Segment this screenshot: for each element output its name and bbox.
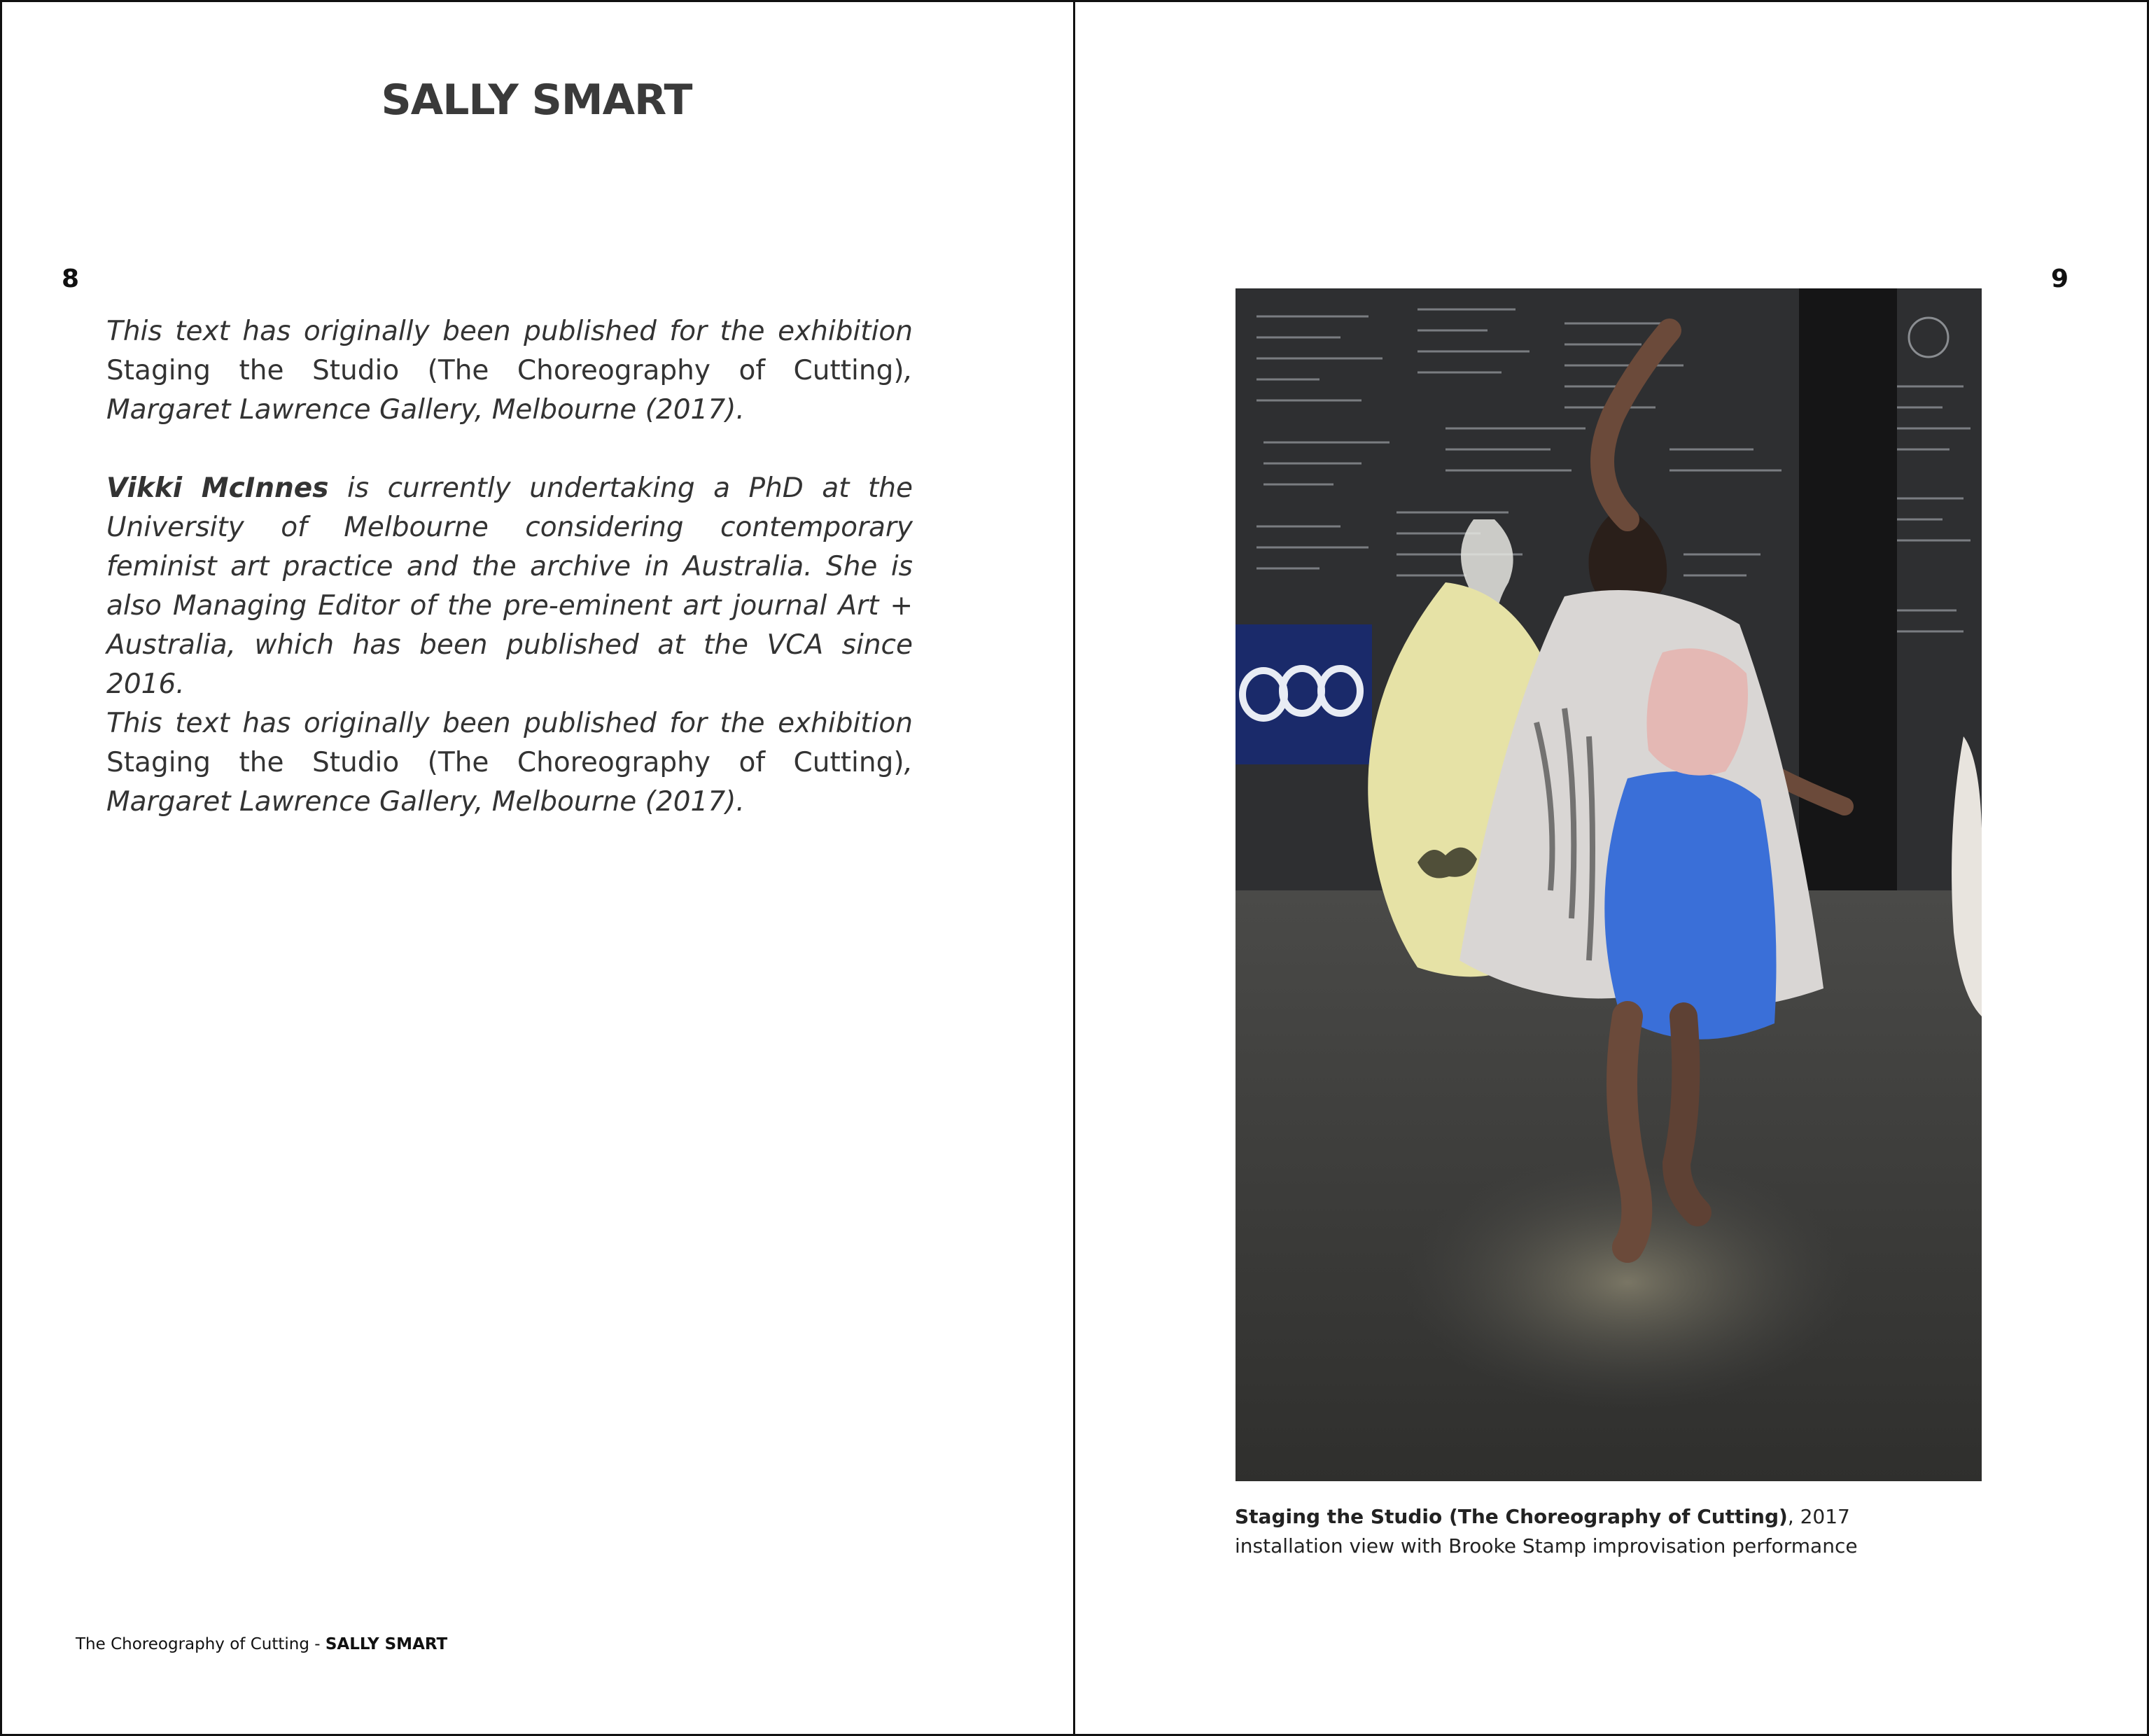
paragraph-author-bio [106, 469, 913, 704]
exhibition-venue-repeat: , Margaret Lawrence Gallery, Melbourne (2017). [106, 747, 913, 818]
exhibition-venue: , Margaret Lawrence Gallery, Melbourne (2017). [106, 355, 913, 426]
body-text [106, 312, 913, 822]
page-gutter [1073, 0, 1075, 1736]
caption-title: Staging the Studio (The Choreography of Cutting) [1235, 1505, 1788, 1528]
exhibition-title: Staging the Studio (The Choreography of Cutting) [106, 355, 904, 386]
performance-photo [1236, 288, 1982, 1481]
footer-series-title: The Choreography of Cutting - [76, 1635, 326, 1653]
video-monitor [1236, 624, 1372, 764]
caption-description: installation view with Brooke Stamp improvisation performance [1235, 1534, 1858, 1558]
page-number-right: 9 [2051, 265, 2069, 293]
publication-note-intro-repeat: This text has originally been published for the exhibition [106, 708, 913, 739]
paragraph-publication-note-repeat [106, 704, 913, 822]
exhibition-title-repeat: Staging the Studio (The Choreography of Cutting) [106, 747, 904, 778]
author-bio: is currently undertaking a PhD at the University of Melbourne considering contemporary feminist art practice and the archive in Australia. She is also Managing Editor of the pre-eminent art journal Art + Australia, which has been published at the VCA since 2016. [106, 472, 913, 700]
running-footer [76, 1635, 447, 1653]
blue-panel [1604, 771, 1776, 1040]
caption-year: , 2017 [1787, 1505, 1850, 1528]
caption-title-line [1235, 1502, 2005, 1532]
page-number-left: 8 [62, 265, 80, 293]
footer-artist: SALLY SMART [325, 1635, 448, 1653]
author-name: Vikki McInnes [106, 472, 329, 504]
pink-panel [1647, 648, 1749, 775]
publication-note-intro: This text has originally been published for the exhibition [106, 316, 913, 347]
photo-caption [1235, 1502, 2005, 1561]
header-title: SALLY SMART [381, 76, 692, 125]
performance-photo-illustration [1236, 288, 1982, 1481]
paragraph-publication-note [106, 312, 913, 430]
dancer-left-leg [1622, 1016, 1637, 1247]
